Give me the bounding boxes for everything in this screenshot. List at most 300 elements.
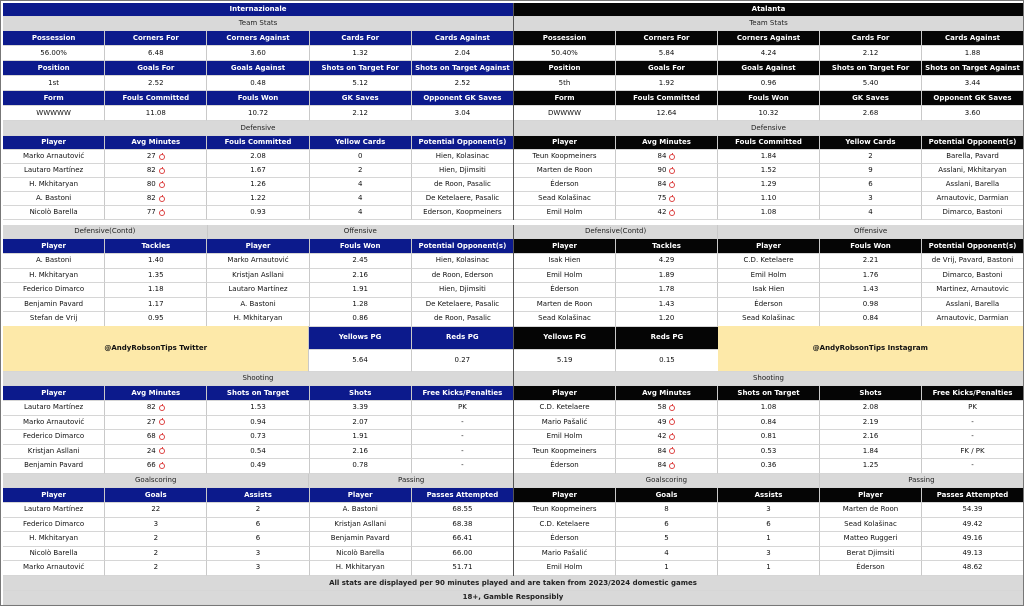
cell-text: Cards Against: [434, 33, 490, 42]
cell-text: -: [971, 432, 974, 441]
team-title-row: [3, 3, 1023, 17]
defensive-row: [3, 192, 1023, 206]
cell-text: 56.00%: [40, 48, 67, 57]
cell-text: Offensive: [854, 227, 888, 235]
goalscoring-cell: [3, 532, 105, 547]
home-half: [3, 150, 513, 164]
cell-text: Nicolò Barella: [336, 548, 385, 557]
cell-text: 0.93: [250, 208, 266, 216]
def-contd-label: [3, 225, 208, 239]
cell-text: 11.08: [145, 108, 166, 117]
team-stat-header: [514, 31, 616, 46]
shooting-cell: [718, 430, 820, 445]
referee-header: [412, 327, 513, 350]
cell-text: 0.27: [454, 355, 471, 364]
cell-text: PK: [968, 403, 977, 412]
goalscoring-cell: [207, 518, 309, 533]
team-stat-value: [3, 76, 105, 91]
home-half: [3, 91, 513, 106]
team-stats-header-row: [3, 91, 1023, 106]
offensive-cell: [820, 298, 922, 313]
def-contd-cell: [514, 312, 616, 327]
def-off-row: [3, 269, 1023, 284]
cell-text: Player: [552, 490, 577, 499]
stopwatch-icon: [669, 405, 675, 411]
team-stat-header: [718, 61, 820, 76]
passing-label: [820, 474, 1023, 488]
home-half: [3, 121, 513, 136]
offensive-cell: [207, 298, 309, 313]
cell-text: 1.43: [862, 285, 879, 294]
offensive-cell: [310, 254, 412, 269]
cell-text: 2.07: [352, 417, 368, 426]
offensive-cell: [412, 269, 513, 284]
cell-text: Passes Attempted: [936, 490, 1009, 499]
cell-text: Mario Pašalić: [541, 417, 588, 426]
shooting-cell: [207, 416, 309, 431]
cell-text: Shots: [859, 388, 882, 397]
referee-header-row: [309, 327, 513, 350]
team-stat-header: [105, 91, 207, 106]
defensive-header: [310, 136, 412, 150]
goalscoring-cell: [207, 532, 309, 547]
cell-text: 3.60: [964, 108, 981, 117]
cell-text: 1.25: [862, 461, 879, 470]
cell-text: Berat Djimsiti: [846, 548, 895, 557]
cell-text: 2: [153, 548, 159, 557]
team-stat-header: [616, 61, 718, 76]
shooting-cell: [922, 459, 1023, 474]
cell-text: -: [971, 417, 974, 426]
goalscoring-cell: [514, 503, 616, 518]
passing-label: [309, 474, 513, 488]
shooting-label-row: [3, 372, 1023, 386]
team-stat-header: [3, 61, 105, 76]
goalscoring-header: [616, 488, 718, 503]
referee-value: [412, 350, 513, 373]
offensive-cell: [207, 269, 309, 284]
cell-text: Shooting: [242, 374, 274, 382]
shooting-cell: [616, 445, 718, 460]
goalscoring-cell: [718, 503, 820, 518]
cell-text: A. Bastoni: [35, 194, 72, 202]
cell-text: Assists: [244, 490, 272, 499]
team-stats-header-row: [3, 61, 1023, 76]
offensive-cell: [718, 298, 820, 313]
cell-text: 2.19: [862, 417, 879, 426]
team-stats-label-row: [3, 17, 1023, 31]
cell-text: DWWWW: [547, 108, 582, 117]
defensive-row: [3, 150, 1023, 164]
def-contd-label: [514, 225, 718, 239]
away-half: [513, 178, 1023, 192]
cell-text: Teun Koopmeiners: [532, 446, 597, 455]
shooting-cell: [3, 445, 105, 460]
defensive-header: [207, 136, 309, 150]
gamble-responsibly: [3, 591, 1023, 605]
cell-text: Team Stats: [238, 19, 278, 27]
cell-text: Sead Kolašinac: [538, 194, 591, 202]
goal-pass-row: [3, 503, 1023, 518]
offensive-cell: [207, 283, 309, 298]
cell-text: 6: [255, 519, 261, 528]
cell-text: Kristjan Asllani: [334, 519, 387, 528]
cell-text: 4: [357, 180, 363, 188]
team-stat-header: [922, 61, 1023, 76]
team-stats-label: [514, 17, 1023, 31]
def-contd-cell: [616, 254, 718, 269]
away-half: [513, 326, 1023, 372]
goalscoring-cell: [3, 561, 105, 576]
cell-text: Reds PG: [446, 333, 479, 342]
cell-text: 1.78: [658, 285, 675, 294]
cell-text: Fouls Won: [850, 241, 891, 250]
cell-text: Form: [43, 93, 64, 102]
footer-gamble-row: [3, 591, 1023, 605]
def-contd-cell: [514, 269, 616, 284]
defensive-header: [105, 136, 207, 150]
cell-text: Hien, Kolasinac: [435, 256, 490, 265]
cell-text: Goals: [144, 490, 167, 499]
cell-text: 10.72: [247, 108, 269, 117]
cell-text: Benjamin Pavard: [24, 461, 84, 470]
shooting-cell: [820, 416, 922, 431]
cell-text: 3: [153, 519, 159, 528]
cell-text: Avg Minutes: [131, 388, 181, 397]
offensive-label: [718, 225, 1023, 239]
goalscoring-cell: [718, 561, 820, 576]
shooting-cell: [514, 416, 616, 431]
cell-text: 18+, Gamble Responsibly: [462, 593, 564, 601]
cell-text: Goals Against: [230, 63, 286, 72]
offensive-cell: [820, 312, 922, 327]
defensive-cell: [718, 206, 820, 220]
cell-text: -: [461, 432, 464, 441]
cell-text: 0.95: [148, 314, 164, 323]
shooting-header-row: [3, 386, 1023, 401]
offensive-cell: [412, 312, 513, 327]
footer-note: [3, 576, 1023, 591]
def-contd-cell: [514, 298, 616, 313]
passing-header: [412, 488, 513, 503]
offensive-header: [718, 239, 820, 254]
cell-text: 2.16: [352, 446, 368, 455]
cell-text: 27: [146, 152, 156, 160]
goalscoring-cell: [105, 547, 207, 562]
cell-text: Fouls Committed: [633, 93, 700, 102]
offensive-cell: [820, 283, 922, 298]
home-half: [3, 488, 513, 503]
cell-text: 82: [146, 403, 156, 412]
offensive-cell: [310, 283, 412, 298]
team-stat-header: [3, 31, 105, 46]
home-half: [3, 518, 513, 533]
offensive-cell: [412, 298, 513, 313]
cell-text: Marko Arnautović: [23, 563, 85, 572]
cell-text: A. Bastoni: [35, 256, 72, 265]
def-contd-cell: [616, 269, 718, 284]
cell-text: Player: [41, 241, 66, 250]
cell-text: Éderson: [550, 534, 579, 543]
away-half: [513, 503, 1023, 518]
cell-text: WWWWW: [36, 108, 71, 117]
shooting-cell: [820, 445, 922, 460]
cell-text: 5: [664, 534, 669, 543]
away-half: [513, 416, 1023, 431]
goalscoring-cell: [105, 503, 207, 518]
def-off-row: [3, 254, 1023, 269]
stopwatch-icon: [669, 434, 675, 440]
cell-text: 54.39: [962, 505, 983, 514]
shooting-cell: [207, 430, 309, 445]
cell-text: Marko Arnautović: [227, 256, 289, 265]
cell-text: Éderson: [550, 285, 579, 294]
cell-text: 49.42: [962, 519, 983, 528]
away-half: [513, 136, 1023, 150]
cell-text: 0.53: [760, 446, 777, 455]
cell-text: 0.15: [659, 355, 675, 364]
shooting-cell: [718, 401, 820, 416]
defensive-cell: [207, 178, 309, 192]
team-stat-value: [820, 46, 922, 61]
defensive-cell: [412, 178, 513, 192]
shooting-cell: [514, 459, 616, 474]
cell-text: 10.32: [758, 108, 779, 117]
def-contd-cell: [514, 283, 616, 298]
home-half: [3, 416, 513, 431]
cell-text: 6: [255, 534, 261, 543]
cell-text: -: [461, 446, 464, 455]
cell-text: Lautaro Martínez: [23, 403, 84, 412]
team-stat-value: [412, 106, 513, 121]
def-contd-cell: [3, 312, 105, 327]
cell-text: 1.40: [148, 256, 164, 265]
team-stat-header: [310, 31, 412, 46]
cell-text: 5.19: [556, 355, 573, 364]
cell-text: Asslani, Barella: [945, 299, 1000, 308]
def-contd-cell: [3, 283, 105, 298]
goalscoring-cell: [207, 547, 309, 562]
cell-text: 2.04: [454, 48, 471, 57]
shooting-cell: [922, 401, 1023, 416]
team-stat-value: [820, 106, 922, 121]
shooting-cell: [412, 445, 513, 460]
def-contd-cell: [105, 254, 207, 269]
cell-text: 3: [255, 548, 261, 557]
goalscoring-cell: [514, 547, 616, 562]
stopwatch-icon: [669, 182, 675, 188]
team-stat-value: [207, 46, 309, 61]
cell-text: Passes Attempted: [426, 490, 499, 499]
cell-text: 84: [657, 461, 667, 470]
away-half: [513, 459, 1023, 474]
defensive-cell: [616, 206, 718, 220]
cell-text: Goals For: [647, 63, 686, 72]
team-stat-header: [207, 91, 309, 106]
goalscoring-cell: [616, 561, 718, 576]
passing-cell: [820, 532, 922, 547]
defensive-cell: [105, 192, 207, 206]
goalscoring-cell: [514, 532, 616, 547]
cell-text: Kristjan Asllani: [27, 446, 80, 455]
team-stat-value: [514, 106, 616, 121]
team-stat-header: [922, 91, 1023, 106]
cell-text: Barella, Pavard: [946, 152, 999, 160]
cell-text: Goals Against: [741, 63, 796, 72]
cell-text: C.D. Ketelaere: [539, 519, 590, 528]
cell-text: 0.48: [250, 78, 266, 87]
passing-header: [922, 488, 1023, 503]
cell-text: Shots on Target: [737, 388, 800, 397]
cell-text: Sead Kolašinac: [538, 314, 591, 323]
cell-text: Benjamin Pavard: [330, 534, 390, 543]
defensive-cell: [310, 192, 412, 206]
cell-text: Offensive: [343, 227, 377, 235]
cell-text: Fouls Won: [748, 93, 789, 102]
team-stats-value-row: [3, 76, 1023, 91]
stopwatch-icon: [159, 154, 165, 160]
cell-text: Internazionale: [229, 5, 287, 13]
cell-text: 49.16: [962, 534, 983, 543]
defensive-cell: [105, 150, 207, 164]
cell-text: 1: [766, 563, 771, 572]
shooting-cell: [616, 401, 718, 416]
away-half: [513, 150, 1023, 164]
team-stat-header: [820, 91, 922, 106]
team-stat-header: [207, 31, 309, 46]
offensive-cell: [922, 312, 1023, 327]
cell-text: 2.16: [352, 270, 368, 279]
cell-text: 2.21: [862, 256, 879, 265]
defensive-cell: [412, 206, 513, 220]
passing-cell: [820, 547, 922, 562]
defensive-cell: [207, 164, 309, 178]
home-team-title: [3, 3, 513, 17]
cell-text: 2.08: [250, 152, 266, 160]
defensive-label-row: [3, 121, 1023, 136]
cell-text: Potential Opponent(s): [928, 241, 1017, 250]
home-half: [3, 474, 513, 488]
promo-referee-row: [3, 326, 1023, 372]
home-half: [3, 206, 513, 220]
cell-text: Emil Holm: [546, 270, 583, 279]
defensive-cell: [3, 206, 105, 220]
cell-text: Position: [37, 63, 70, 72]
away-half: [513, 269, 1023, 284]
cell-text: 1.28: [352, 299, 368, 308]
cell-text: Arnautovic, Darmian: [936, 314, 1009, 323]
cell-text: 24: [146, 446, 156, 455]
cell-text: 1.89: [658, 270, 675, 279]
team-stat-value: [820, 76, 922, 91]
stopwatch-icon: [669, 463, 675, 469]
passing-cell: [412, 503, 513, 518]
goal-pass-row: [3, 547, 1023, 562]
cell-text: Team Stats: [749, 19, 788, 27]
cell-text: Corners Against: [226, 33, 290, 42]
cell-text: Player: [41, 490, 66, 499]
cell-text: Tackles: [141, 241, 171, 250]
stopwatch-icon: [159, 210, 165, 216]
cell-text: Avg Minutes: [131, 138, 181, 146]
cell-text: Player: [41, 138, 66, 146]
shooting-cell: [514, 401, 616, 416]
defensive-cell: [3, 178, 105, 192]
stopwatch-icon: [159, 434, 165, 440]
defensive-cell: [820, 150, 922, 164]
team-stat-header: [3, 91, 105, 106]
def-off-row: [3, 298, 1023, 313]
stopwatch-icon: [669, 419, 675, 425]
cell-text: 6: [664, 519, 669, 528]
team-stat-value: [3, 46, 105, 61]
offensive-header: [412, 239, 513, 254]
home-half: [3, 106, 513, 121]
cell-text: Shots on Target: [226, 388, 290, 397]
cell-text: Goalscoring: [645, 476, 688, 484]
def-contd-cell: [616, 298, 718, 313]
cell-text: Cards For: [851, 33, 890, 42]
offensive-header: [922, 239, 1023, 254]
shooting-cell: [412, 430, 513, 445]
defensive-header-row: [3, 136, 1023, 150]
cell-text: Assists: [754, 490, 783, 499]
away-half: [513, 17, 1023, 31]
offensive-cell: [412, 254, 513, 269]
cell-text: Yellows PG: [543, 333, 587, 342]
defensive-cell: [514, 164, 616, 178]
cell-text: 5th: [558, 78, 571, 87]
shooting-row: [3, 459, 1023, 474]
offensive-cell: [820, 254, 922, 269]
cell-text: Avg Minutes: [642, 138, 691, 146]
shooting-cell: [105, 416, 207, 431]
goal-pass-row: [3, 561, 1023, 576]
home-half: [3, 401, 513, 416]
def-contd-cell: [3, 269, 105, 284]
cell-text: Opponent GK Saves: [423, 93, 502, 102]
home-half: [3, 326, 513, 372]
cell-text: Shots: [349, 388, 372, 397]
cell-text: 5.84: [658, 48, 675, 57]
team-stat-value: [310, 106, 412, 121]
shooting-header: [105, 386, 207, 401]
cell-text: 6.48: [148, 48, 164, 57]
team-stat-header: [207, 61, 309, 76]
away-half: [513, 532, 1023, 547]
passing-cell: [922, 532, 1023, 547]
referee-header: [514, 327, 616, 350]
cell-text: 4: [868, 208, 873, 216]
passing-cell: [922, 561, 1023, 576]
def-contd-label-row: [3, 225, 1023, 239]
passing-cell: [412, 561, 513, 576]
away-half: [513, 225, 1023, 239]
passing-cell: [310, 503, 412, 518]
home-half: [3, 239, 513, 254]
cell-text: 1: [766, 534, 771, 543]
cell-text: Atalanta: [751, 5, 786, 13]
cell-text: Marko Arnautović: [23, 417, 85, 426]
shooting-cell: [3, 430, 105, 445]
goalscoring-cell: [3, 518, 105, 533]
defensive-cell: [616, 164, 718, 178]
cell-text: 2.45: [352, 256, 368, 265]
cell-text: 0.36: [760, 461, 777, 470]
stopwatch-icon: [669, 210, 675, 216]
def-off-row: [3, 283, 1023, 298]
cell-text: 2: [868, 152, 873, 160]
